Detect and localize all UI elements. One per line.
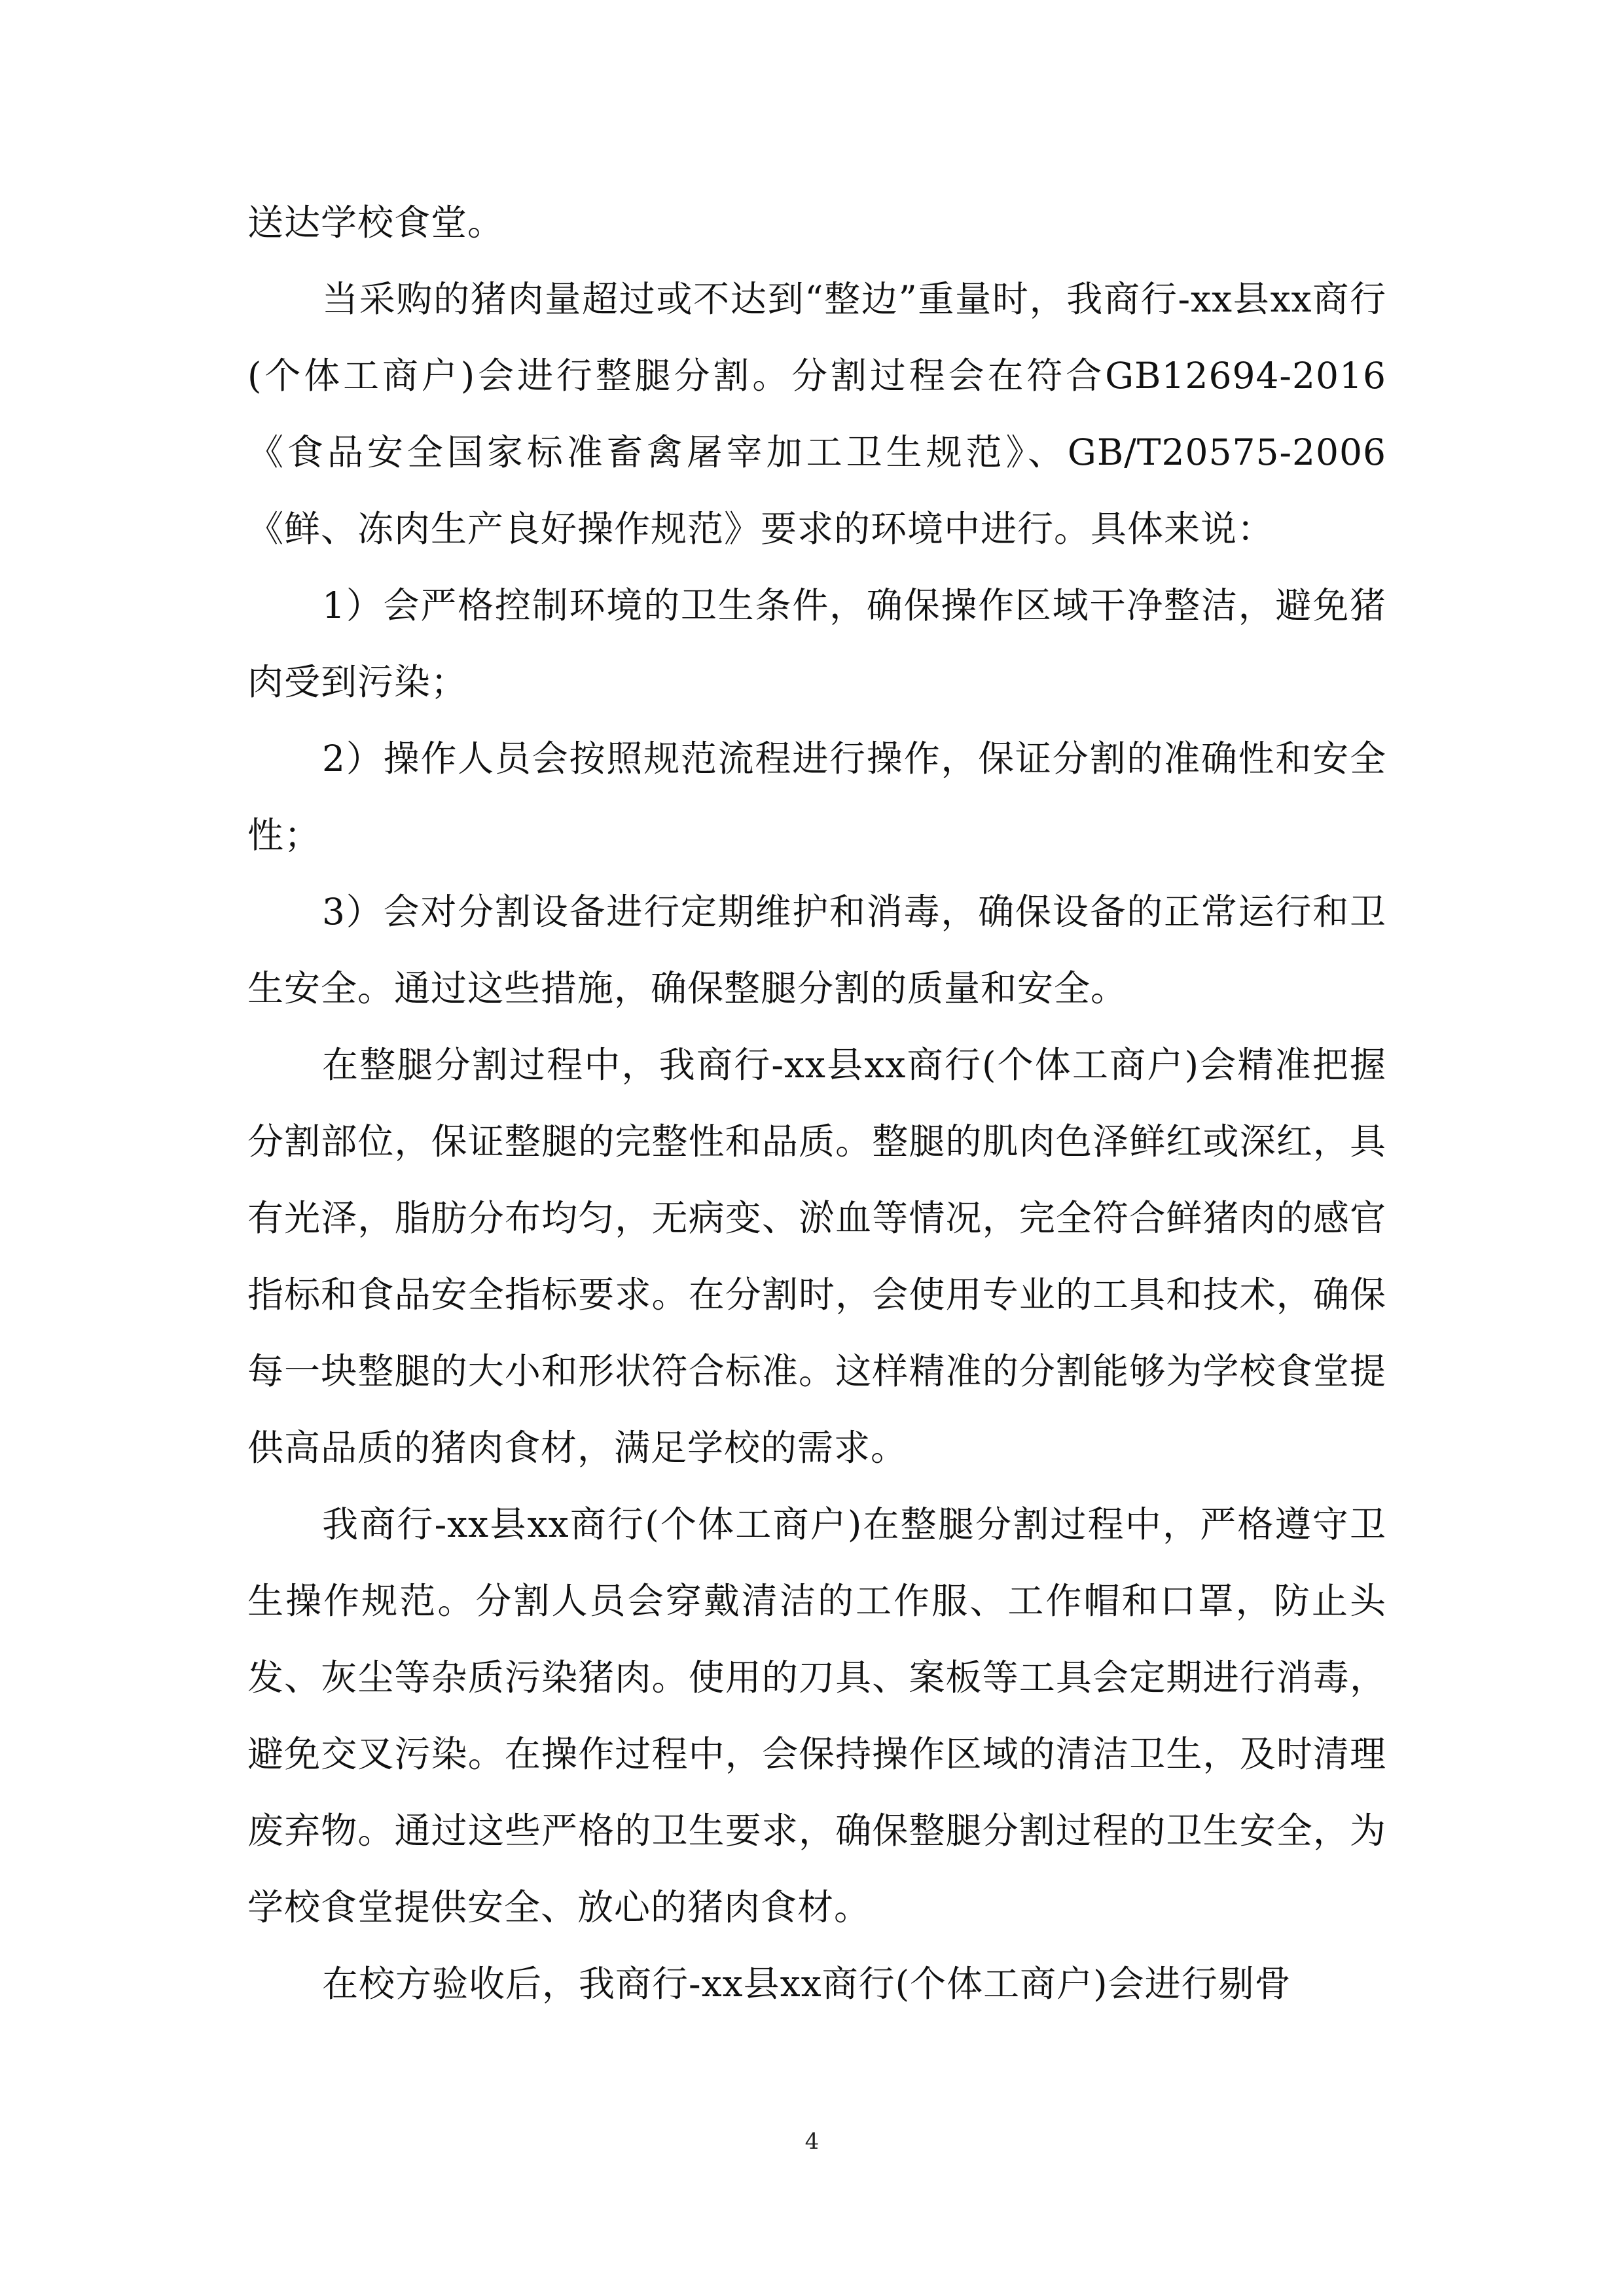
body-text (247, 185, 1386, 2022)
paragraph-deboning-intro: 在校方验收后，我商行-xx县xx商行(个体工商户)会进行剔骨 (322, 1963, 1291, 2005)
paragraph-continuation: 送达学校食堂。 (247, 202, 505, 243)
paragraph-item-3: 3）会对分割设备进行定期维护和消毒，确保设备的正常运行和卫生安全。通过这些措施，确保整腿分割的质量和安全。 (247, 891, 1386, 1009)
paragraph-cutting-precision: 在整腿分割过程中，我商行-xx县xx商行(个体工商户)会精准把握分割部位，保证整腿的完整性和品质。整腿的肌肉色泽鲜红或深红，具有光泽，脂肪分布均匀，无病变、淤血等情况，完全符合鲜猪肉的感官指标和食品安全指标要求。在分割时，会使用专业的工具和技术，确保每一块整腿的大小和形状符合标准。这样精准的分割能够为学校食堂提供高品质的猪肉食材，满足学校的需求。 (247, 1044, 1386, 1469)
paragraph-hygiene-practices: 我商行-xx县xx商行(个体工商户)在整腿分割过程中，严格遵守卫生操作规范。分割人员会穿戴清洁的工作服、工作帽和口罩，防止头发、灰尘等杂质污染猪肉。使用的刀具、案板等工具会定期进行消毒，避免交叉污染。在操作过程中，会保持操作区域的清洁卫生，及时清理废弃物。通过这些严格的卫生要求，确保整腿分割过程的卫生安全，为学校食堂提供安全、放心的猪肉食材。 (247, 1503, 1386, 1928)
page-number: 4 (804, 2128, 820, 2155)
paragraph-item-1: 1）会严格控制环境的卫生条件，确保操作区域干净整洁，避免猪肉受到污染； (247, 584, 1386, 703)
paragraph-leg-cutting-standards: 当采购的猪肉量超过或不达到“整边”重量时，我商行-xx县xx商行(个体工商户)会进行整腿分割。分割过程会在符合GB12694-2016《食品安全国家标准畜禽屠宰加工卫生规范》、GB/T20575-2006《鲜、冻肉生产良好操作规范》要求的环境中进行。具体来说： (247, 278, 1386, 550)
paragraph-item-2: 2）操作人员会按照规范流程进行操作，保证分割的准确性和安全性； (247, 738, 1386, 856)
